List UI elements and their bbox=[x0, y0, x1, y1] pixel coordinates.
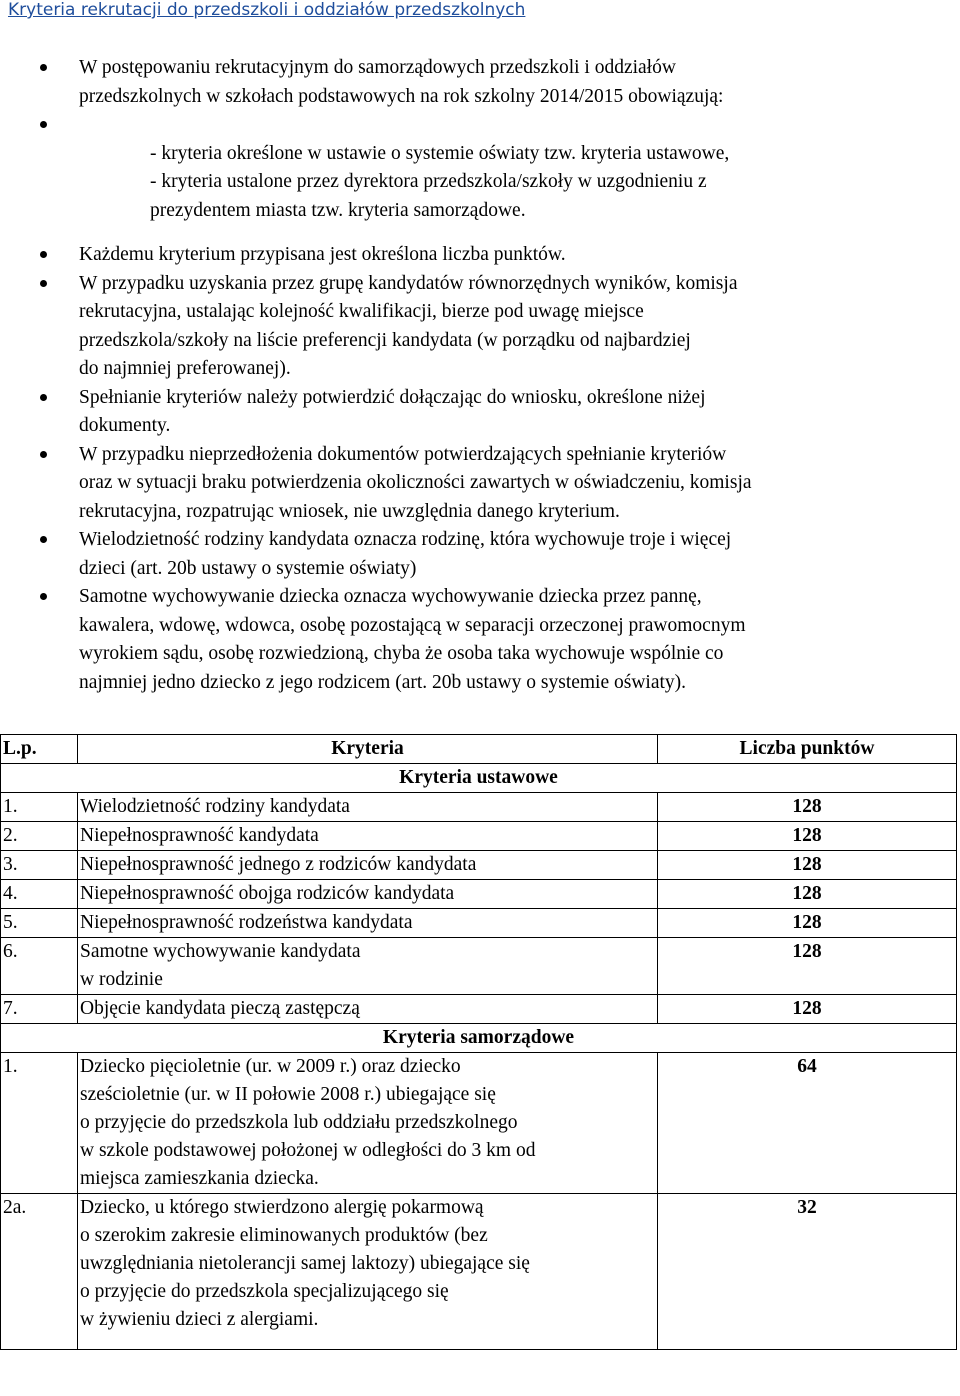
section-title-ustawowe: Kryteria ustawowe bbox=[1, 764, 957, 793]
list-line: rekrutacyjna, rozpatrując wniosek, nie uwzględnia danego kryterium. bbox=[79, 500, 620, 522]
row-number: 2. bbox=[1, 822, 78, 851]
row-points: 64 bbox=[658, 1053, 957, 1194]
row-points: 128 bbox=[658, 909, 957, 938]
criterion-line: w szkole podstawowej położonej w odległości do 3 km od bbox=[80, 1140, 536, 1161]
table-row bbox=[1, 851, 957, 880]
criterion-line: o szerokim zakresie eliminowanych produktów (bez bbox=[80, 1225, 488, 1246]
row-criterion bbox=[78, 1053, 658, 1194]
list-line: dokumenty. bbox=[79, 415, 171, 436]
row-points: 128 bbox=[658, 793, 957, 822]
row-number: 6. bbox=[1, 938, 78, 995]
criterion-line: w żywieniu dzieci z alergiami. bbox=[80, 1309, 319, 1330]
header-lp: L.p. bbox=[1, 735, 78, 764]
row-number: 1. bbox=[1, 1053, 78, 1194]
section-row bbox=[1, 764, 957, 793]
row-criterion: Niepełnosprawność jednego z rodziców kandydata bbox=[78, 851, 658, 880]
list-line: wyrokiem sądu, osobę rozwiedzioną, chyba że osoba taka wychowuje wspólnie co bbox=[79, 643, 724, 664]
criterion-line: Dziecko, u którego stwierdzono alergię pokarmową bbox=[80, 1197, 484, 1218]
list-line: Samotne wychowywanie dziecka oznacza wychowywanie dziecka przez pannę, bbox=[79, 586, 702, 607]
list-item bbox=[0, 54, 960, 111]
row-criterion bbox=[78, 938, 658, 995]
bullet-icon bbox=[40, 536, 47, 543]
list-item bbox=[0, 384, 960, 441]
row-number: 7. bbox=[1, 995, 78, 1024]
criterion-line: uwzględniania nietolerancji samej laktozy) ubiegające się bbox=[80, 1253, 530, 1274]
table-row bbox=[1, 1053, 957, 1194]
bullet-icon bbox=[40, 251, 47, 258]
list-line: dzieci (art. 20b ustawy o systemie oświaty) bbox=[79, 557, 417, 579]
criteria-intro-list bbox=[0, 54, 960, 697]
row-points: 128 bbox=[658, 851, 957, 880]
bullet-icon bbox=[40, 593, 47, 600]
list-line: Wielodzietność rodziny kandydata oznacza rodzinę, która wychowuje troje i więcej bbox=[79, 529, 732, 550]
criterion-line: w rodzinie bbox=[80, 969, 163, 990]
list-line: rekrutacyjna, ustalając kolejność kwalifikacji, bierze pod uwagę miejsce bbox=[79, 301, 644, 322]
table-row bbox=[1, 880, 957, 909]
list-item bbox=[0, 583, 960, 697]
sub-line: - kryteria ustalone przez dyrektora przedszkola/szkoły w uzgodnieniu z bbox=[150, 171, 707, 192]
row-points: 32 bbox=[658, 1194, 957, 1350]
row-points: 128 bbox=[658, 938, 957, 995]
bullet-icon bbox=[40, 64, 47, 71]
row-criterion: Niepełnosprawność rodzeństwa kandydata bbox=[78, 909, 658, 938]
list-line: kawalera, wdowę, wdowca, osobę pozostającą w separacji orzeczonej prawomocnym bbox=[79, 614, 746, 636]
sub-line: - kryteria określone w ustawie o systemie oświaty tzw. kryteria ustawowe, bbox=[150, 142, 730, 164]
criterion-line: Dziecko pięcioletnie (ur. w 2009 r.) oraz dziecko bbox=[80, 1056, 461, 1077]
list-line: oraz w sytuacji braku potwierdzenia okoliczności zawartych w oświadczeniu, komisja bbox=[79, 472, 752, 493]
header-punkty: Liczba punktów bbox=[658, 735, 957, 764]
row-points: 128 bbox=[658, 880, 957, 909]
section-title-samorzadowe: Kryteria samorządowe bbox=[1, 1024, 957, 1053]
criterion-line: miejsca zamieszkania dziecka. bbox=[80, 1168, 319, 1189]
list-line: najmniej jedno dziecko z jego rodzicem (art. 20b ustawy o systemie oświaty). bbox=[79, 671, 687, 693]
list-line: W przypadku nieprzedłożenia dokumentów potwierdzających spełnianie kryteriów bbox=[79, 443, 727, 465]
list-line: Spełnianie kryteriów należy potwierdzić dołączając do wniosku, określone niżej bbox=[79, 386, 706, 408]
table-row bbox=[1, 995, 957, 1024]
list-line: do najmniej preferowanej). bbox=[79, 358, 291, 379]
bullet-icon bbox=[40, 121, 47, 128]
criterion-line: Samotne wychowywanie kandydata bbox=[80, 941, 361, 962]
sub-line: prezydentem miasta tzw. kryteria samorządowe. bbox=[150, 199, 526, 221]
row-points: 128 bbox=[658, 822, 957, 851]
criterion-line: sześcioletnie (ur. w II połowie 2008 r.) ubiegające się bbox=[80, 1084, 496, 1105]
row-number: 1. bbox=[1, 793, 78, 822]
row-number: 4. bbox=[1, 880, 78, 909]
table-header-row bbox=[1, 735, 957, 764]
table-row bbox=[1, 938, 957, 995]
list-line: przedszkola/szkoły na liście preferencji kandydata (w porządku od najbardziej bbox=[79, 329, 691, 351]
criteria-table bbox=[0, 734, 957, 1350]
row-number: 5. bbox=[1, 909, 78, 938]
row-number: 3. bbox=[1, 851, 78, 880]
bullet-icon bbox=[40, 451, 47, 458]
section-row bbox=[1, 1024, 957, 1053]
row-number: 2a. bbox=[1, 1194, 78, 1350]
header-kryteria: Kryteria bbox=[78, 735, 658, 764]
row-criterion bbox=[78, 1194, 658, 1350]
list-line: W przypadku uzyskania przez grupę kandydatów równorzędnych wyników, komisja bbox=[79, 272, 738, 294]
list-item bbox=[0, 441, 960, 527]
bullet-icon bbox=[40, 394, 47, 401]
row-criterion: Niepełnosprawność kandydata bbox=[78, 822, 658, 851]
page-title-link[interactable]: Kryteria rekrutacji do przedszkoli i oddziałów przedszkolnych bbox=[8, 0, 526, 20]
bullet-icon bbox=[40, 280, 47, 287]
intro-line: W postępowaniu rekrutacyjnym do samorządowych przedszkoli i oddziałów bbox=[79, 57, 676, 78]
table-row bbox=[1, 909, 957, 938]
table-row bbox=[1, 822, 957, 851]
list-item bbox=[0, 111, 960, 225]
row-criterion: Wielodzietność rodziny kandydata bbox=[78, 793, 658, 822]
list-line: Każdemu kryterium przypisana jest określona liczba punktów. bbox=[79, 244, 566, 265]
table-row bbox=[1, 1194, 957, 1350]
table-row bbox=[1, 793, 957, 822]
intro-line: przedszkolnych w szkołach podstawowych na rok szkolny 2014/2015 obowiązują: bbox=[79, 85, 724, 107]
row-criterion: Objęcie kandydata pieczą zastępczą bbox=[78, 995, 658, 1024]
list-item bbox=[0, 526, 960, 583]
row-points: 128 bbox=[658, 995, 957, 1024]
criterion-line: o przyjęcie do przedszkola lub oddziału przedszkolnego bbox=[80, 1112, 518, 1133]
row-criterion: Niepełnosprawność obojga rodziców kandydata bbox=[78, 880, 658, 909]
criterion-line: o przyjęcie do przedszkola specjalizującego się bbox=[80, 1281, 449, 1302]
list-item bbox=[0, 241, 960, 270]
list-item bbox=[0, 270, 960, 384]
